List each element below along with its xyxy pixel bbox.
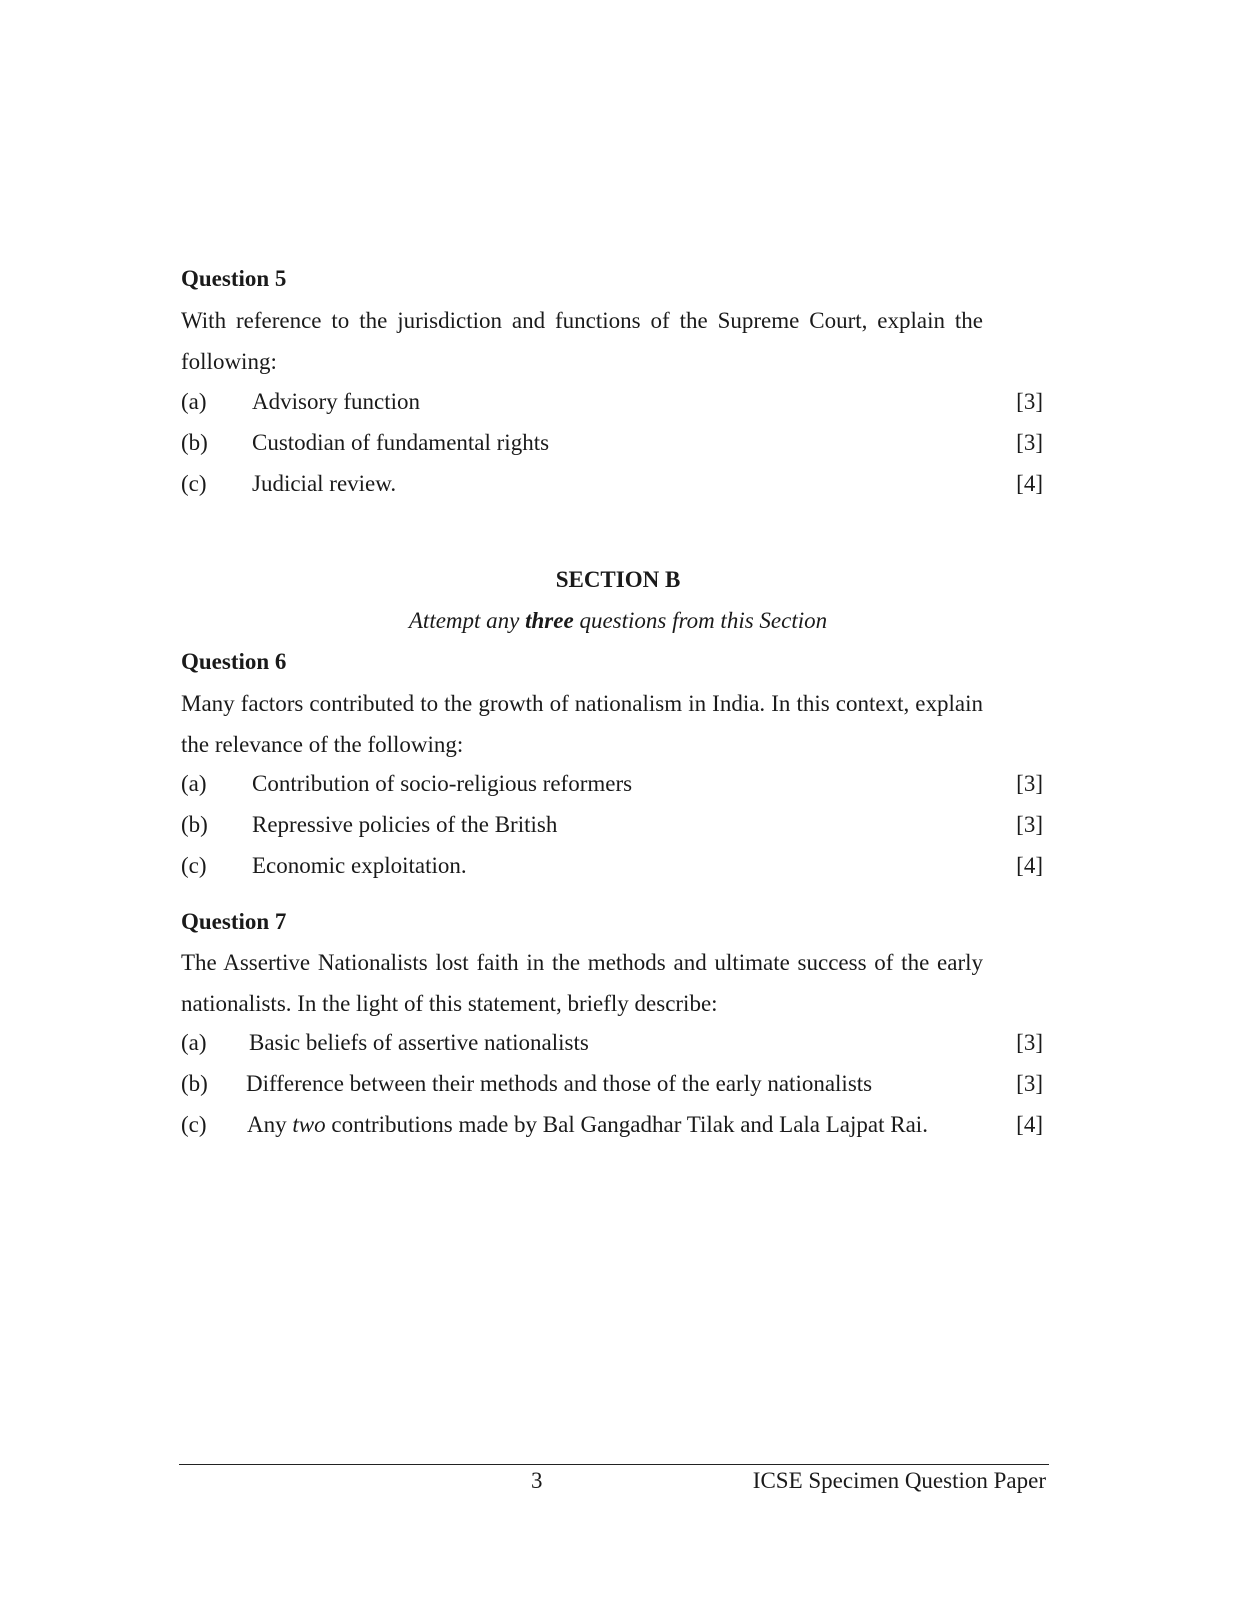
- question-7-title: Question 7: [181, 909, 287, 934]
- footer-paper-title: ICSE Specimen Question Paper: [752, 1468, 1046, 1493]
- item-label: (b): [181, 430, 208, 455]
- item-marks: [3]: [1016, 1071, 1043, 1096]
- section-instruction-emphasis: three: [525, 608, 574, 633]
- item-text-emphasis: two: [292, 1112, 326, 1137]
- question-5-title: Question 5: [181, 266, 287, 291]
- item-text: Custodian of fundamental rights: [252, 430, 550, 455]
- item-text: [247, 1112, 928, 1138]
- item-text-after: contributions made by Bal Gangadhar Tilak and Lala Lajpat Rai.: [325, 1112, 928, 1137]
- item-marks: [3]: [1016, 812, 1043, 837]
- item-label: (c): [181, 471, 207, 496]
- question-6-item-c: [181, 853, 1043, 883]
- item-label: (a): [181, 389, 207, 414]
- question-7-prompt: The Assertive Nationalists lost faith in the methods and ultimate success of the early nationalists. In the light of this statement, briefly describe:: [181, 950, 983, 1016]
- question-6-item-a: [181, 771, 1043, 801]
- item-text: Repressive policies of the British: [252, 812, 558, 837]
- item-marks: [4]: [1016, 1112, 1043, 1137]
- item-marks: [3]: [1016, 430, 1043, 455]
- item-label: (a): [181, 1030, 207, 1055]
- question-5-prompt: With reference to the jurisdiction and functions of the Supreme Court, explain the following:: [181, 308, 983, 374]
- item-text: Economic exploitation.: [252, 853, 467, 878]
- item-marks: [4]: [1016, 853, 1043, 878]
- item-text: Contribution of socio-religious reformers: [252, 771, 633, 796]
- footer-divider: [179, 1464, 1049, 1465]
- question-6-prompt: Many factors contributed to the growth of nationalism in India. In this context, explain the relevance of the following:: [181, 691, 983, 757]
- question-6-item-b: [181, 812, 1043, 842]
- section-instruction-before: Attempt any: [408, 608, 526, 633]
- question-7-item-c: [181, 1112, 1043, 1142]
- question-5-item-a: [181, 389, 1043, 419]
- item-text: Advisory function: [252, 389, 421, 414]
- footer-page-number: 3: [531, 1468, 543, 1493]
- item-label: (c): [181, 853, 207, 878]
- question-5-item-c: [181, 471, 1043, 501]
- section-instruction-after: questions from this Section: [573, 608, 828, 633]
- item-label: (b): [181, 812, 208, 837]
- section-instruction: [0, 608, 1236, 634]
- item-text-before: Any: [247, 1112, 293, 1137]
- question-5-item-b: [181, 430, 1043, 460]
- item-text: Basic beliefs of assertive nationalists: [249, 1030, 589, 1055]
- item-label: (a): [181, 771, 207, 796]
- item-label: (c): [181, 1112, 207, 1137]
- section-title: SECTION B: [555, 567, 681, 592]
- question-7-item-a: [181, 1030, 1043, 1060]
- question-6-title: Question 6: [181, 649, 287, 674]
- item-text: Difference between their methods and those of the early nationalists: [246, 1071, 873, 1096]
- item-label: (b): [181, 1071, 208, 1096]
- item-marks: [3]: [1016, 389, 1043, 414]
- item-marks: [3]: [1016, 771, 1043, 796]
- item-marks: [4]: [1016, 471, 1043, 496]
- item-text: Judicial review.: [252, 471, 397, 496]
- question-7-item-b: [181, 1071, 1043, 1101]
- item-marks: [3]: [1016, 1030, 1043, 1055]
